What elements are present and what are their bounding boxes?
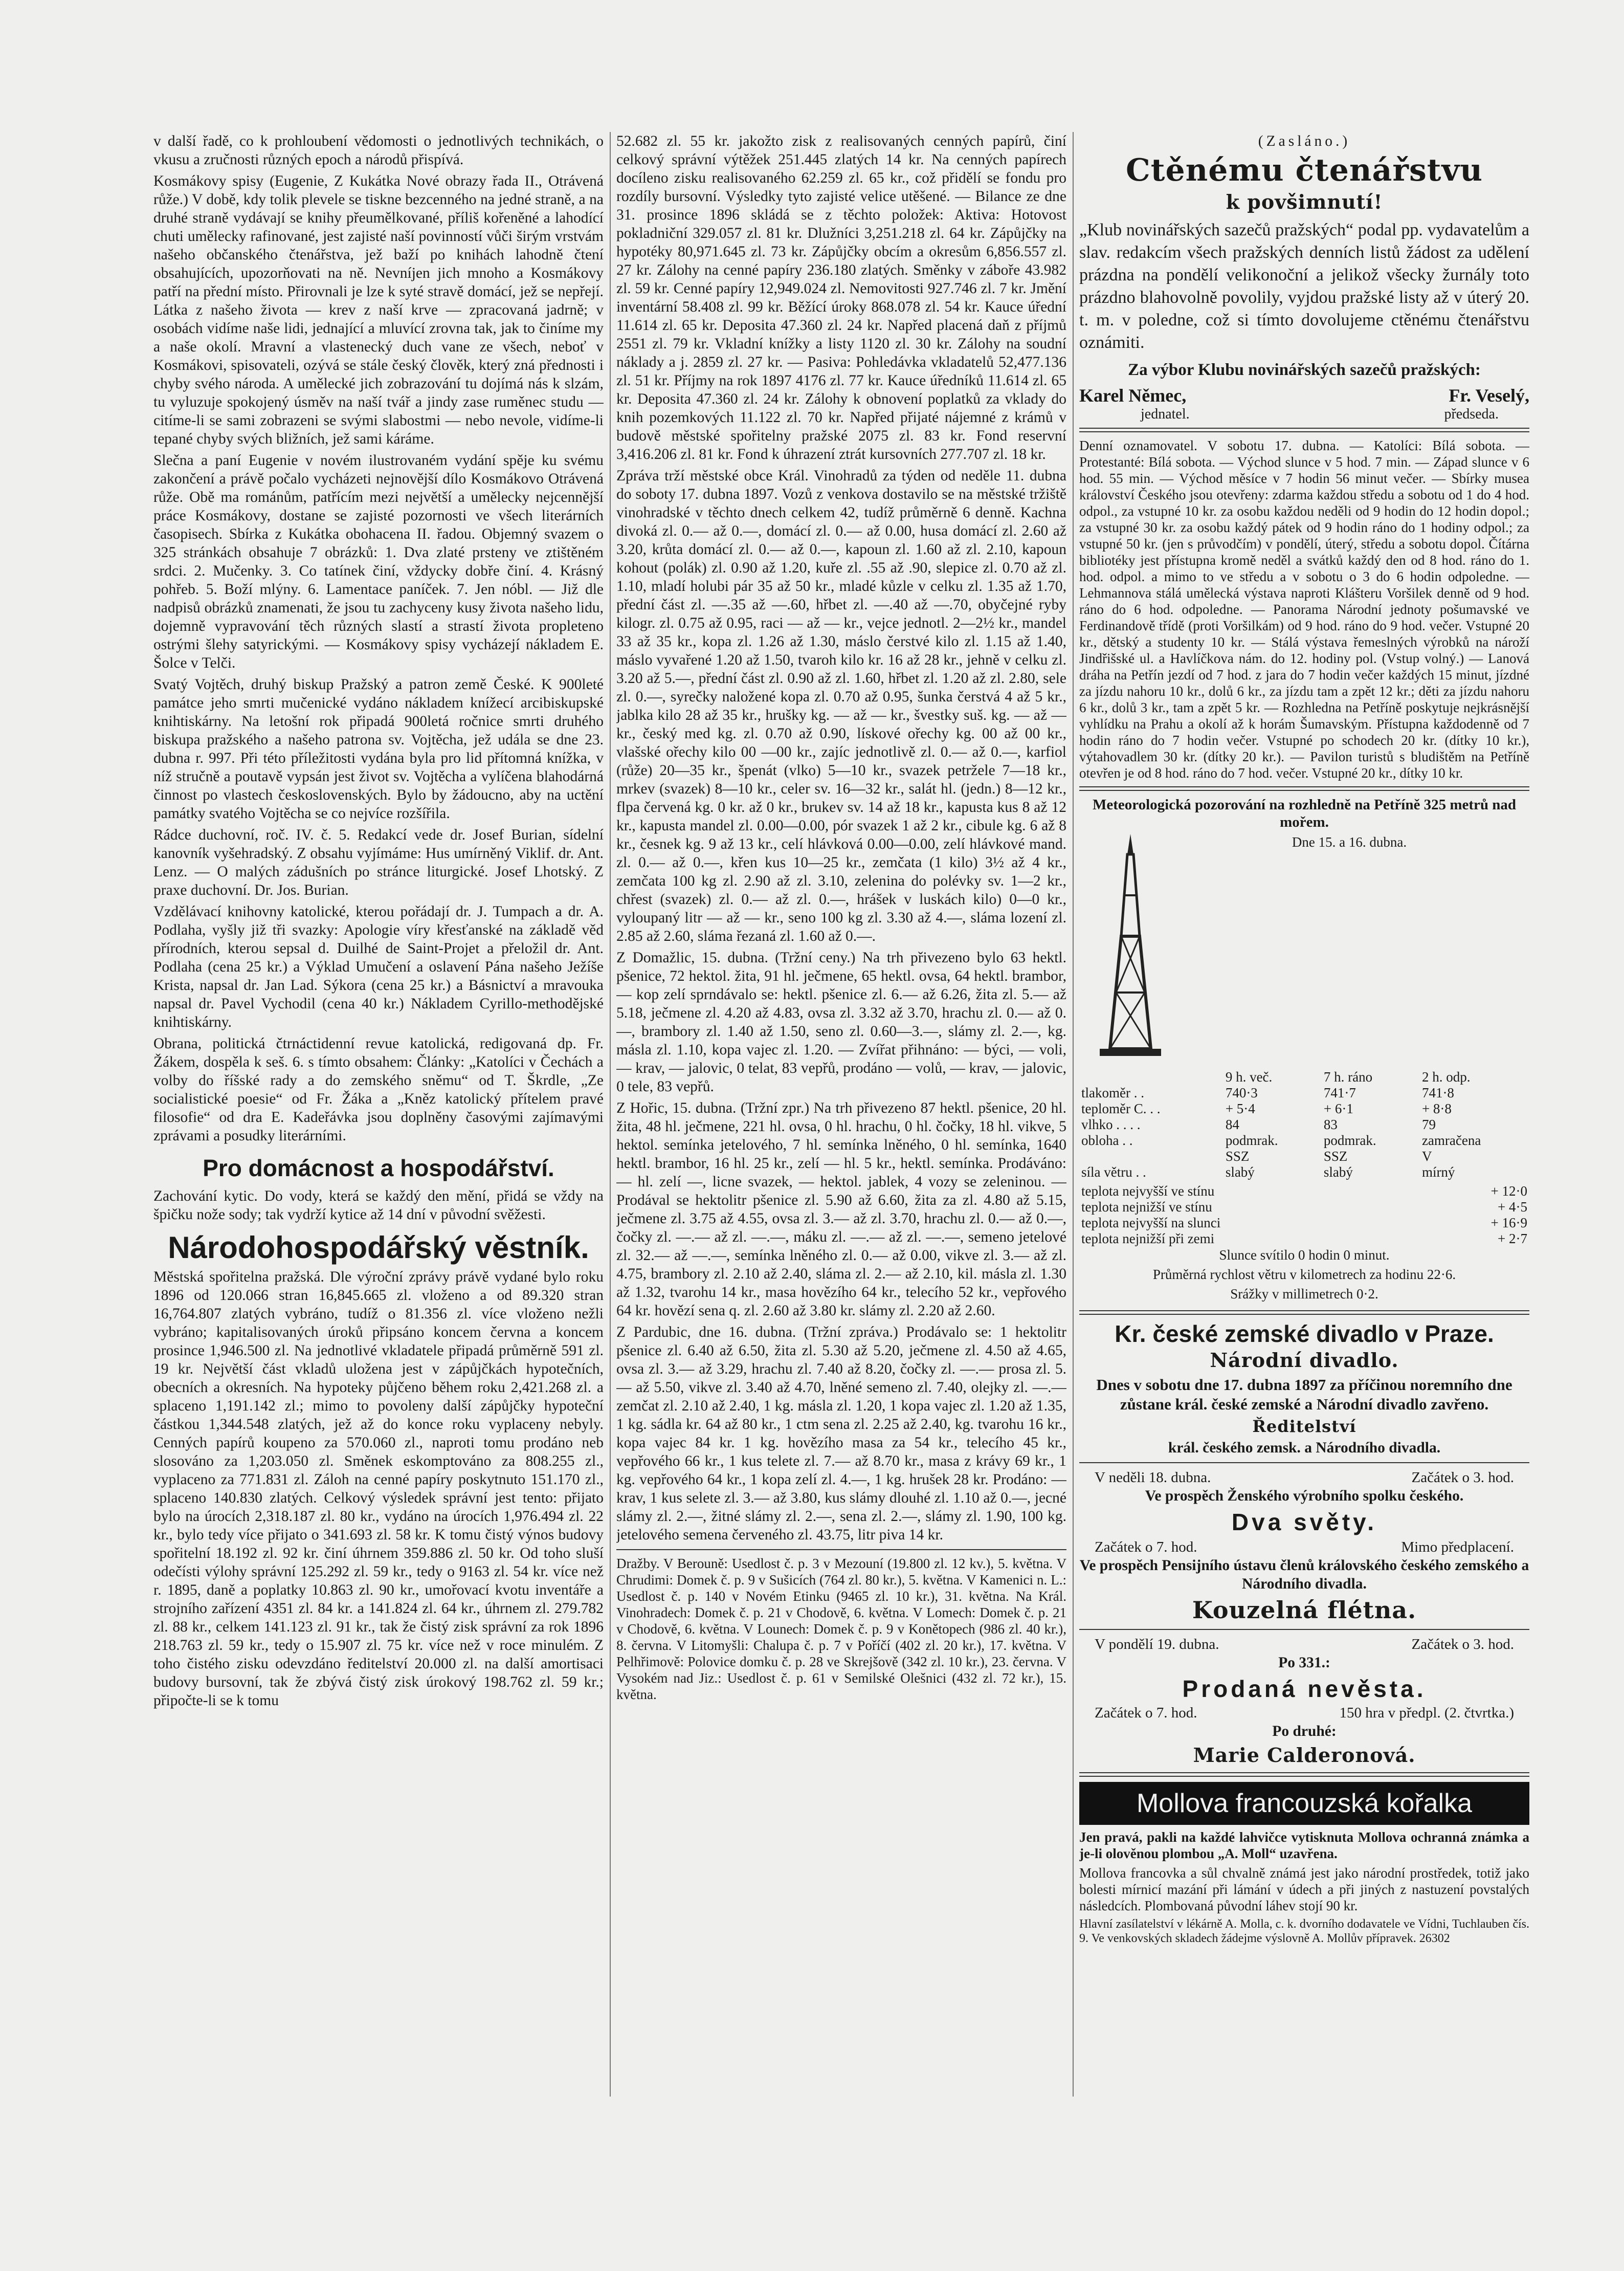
meteo-value: 741·8 bbox=[1421, 1085, 1454, 1100]
zaslano-label: (Zasláno.) bbox=[1258, 133, 1351, 149]
meteo-header: 2 h. odp. bbox=[1421, 1069, 1471, 1085]
meteo-value: podmrak. bbox=[1323, 1133, 1376, 1148]
meteo-row-label: teploměr C. . . bbox=[1081, 1101, 1161, 1116]
meteo-block bbox=[1079, 834, 1529, 1305]
divider bbox=[616, 1549, 1066, 1550]
meteo-note: Průměrná rychlost větru v kilometrech za hodinu 22·6. bbox=[1152, 1267, 1456, 1282]
performance-po: Po 331.: bbox=[1278, 1655, 1330, 1671]
performance-title-kouzelna-fletna: Kouzelná flétna. bbox=[1192, 1596, 1417, 1624]
meteo-value: 79 bbox=[1421, 1117, 1436, 1132]
heading-zemske-divadlo: Kr. české zemské divadlo v Praze. bbox=[1115, 1320, 1494, 1347]
meteo-value: V bbox=[1421, 1149, 1432, 1164]
role-predseda: předseda. bbox=[1444, 406, 1499, 422]
paragraph-denni-oznamovatel: Denní oznamovatel. V sobotu 17. dubna. — Katolíci: Bílá sobota. — Protestanté: Bílá sobota. — Východ slunce v 5 hod. 7 min. — Západ slunce v 6 hod. 55 min. — Východ měsíce v 7 hodin 56 minut večer. — Sbírky musea království Českého jsou otevřeny: zdarma každou středu a sobotu od 1 do 4 hod. odpol., za vstupné 10 kr. za osobu každou neděli od 9 hodin do 12 hodin dopol.; za vstupné 30 kr. za osobu každý pátek od 9 hodin ráno do 1 hodiny odpol.; za vstupné 50 kr. (jen s průvodčím) v pondělí, úterý, středu a sobotu dopol. Čítárna bibliotéky jest přístupna kromě neděl a svátků každý den od 8 hod. ráno do 1. hod. odpol. a mimo to ve středu a v sobotu o 3 do 6 hodin odpoledne. — Lehmannova stálá umělecká výstava naproti Klášteru Voršilek denně od 9 hod. ráno do 6 hod. odpoledne. — Panorama Národní jednoty pošumavské ve Ferdinandově třídě (proti Voršilkám) od 9 hod. ráno do 9 hod. večer. Vstupné 20 kr., dětský a studenty 10 kr. — Stálá výstava řemeslných výrobků na nároží Jindřišské ul. a Havlíčkova nám. do 12. hodiny pol. (Vstup volný.) — Lanová dráha na Petřín jezdí od 7 hod. z jara do 7 hodin večer každých 15 minut, jízdné za jízdu nahoru 10 kr., dolů 6 kr., za jízdu tam a zpět 12 kr.; děti za jízdu nahoru 6 kr., dolů 3 kr., tam a zpět 5 kr. — Rozhledna na Petříně poskytuje nejkrásnější vyhlídku na Prahu a okolí až k horám Šumavským. Přístupna každodenně od 7 hodin ráno do 7 hodin večer. Vstupné po schodech 20 kr. (dítky 10 kr.), výtahovadlem 30 kr. (dítky 20 kr.). — Pavilon turistů s bludištěm na Petříně otevřen je od 8 hod. ráno do 7 hod. večer. Vstupné 20 kr., dítky 10 kr. bbox=[1079, 438, 1529, 781]
divider bbox=[1079, 1462, 1529, 1463]
meteo-row bbox=[1079, 1117, 1529, 1133]
divider bbox=[1079, 786, 1529, 791]
performance-note: Mimo předplacení. bbox=[1401, 1539, 1514, 1555]
meteo-extreme-row bbox=[1079, 1183, 1529, 1199]
paragraph-trh-domazlice: Z Domažlic, 15. dubna. (Tržní ceny.) Na trh přivezeno bylo 63 hektl. pšenice, 72 hektol. žita, 91 hl. ječmene, 65 hektl. ovsa, 64 hektl. brambor, — kop zelí sprndávalo se: hektl. pšenice zl. 6.— až 6.26, žita zl. 5.— až 5.18, ječmene zl. 4.20 až 4.83, ovsa zl. 3.32 až 3.70, hrachu zl. 0.— až 0.—, brambory zl. 1.40 až 1.50, seno zl. 0.60—3.—, slámy zl. 2.—, kg. másla zl. 1.10, kopa vajec zl. 1.20. — Zvířat přihnáno: — býci, — voli, — krav, — jalovic, 0 telat, 83 vepřů, prodáno — volů, — krav, — jalovic, 0 tele, 83 vepřů. bbox=[616, 950, 1066, 1095]
advertisement-footer: Hlavní zasílatelství v lékárně A. Molla, c. k. dvorního dodavatele ve Vídni, Tuchlauben čís. 9. Ve venkovských skladech žádejme výslovně A. Mollův přípravek. 26302 bbox=[1079, 1917, 1529, 1945]
paragraph-sporitelna-cont: 52.682 zl. 55 kr. jakožto zisk z realisovaných cenných papírů, činí celkový správní výtěžek 251.445 zlatých 14 kr. Na cenných papírech docíleno zisku realisovaného 62.259 zl. 65 kr., což přidělí se fondu pro rozdíly bursovní. Výsledky tyto zajisté velice utěšené. — Bilance ze dne 31. prosince 1896 skládá se z těchto položek: Aktiva: Hotovost pokladniční 329.057 zl. 81 kr. Dlužníci 3,251.218 zl. 64 kr. Zápůjčky na hypotéky 80,971.645 zl. 73 kr. Zápůjčky obcím a okresům 6,856.557 zl. 27 kr. Zálohy na cenné papíry 236.180 zlatých. Směnky v záboře 43.982 zl. 59 kr. Cenné papíry 12,949.024 zl. Nemovitosti 927.746 zl. 7 kr. Jmění inventární 58.408 zl. 99 kr. Běžící úroky 868.078 zl. 54 kr. Kauce úřední 11.614 zl. 65 kr. Deposita 47.360 zl. 24 kr. Napřed placená daň z příjmů 2551 zl. 79 kr. Vkladní knížky a listy 1120 zl. 30 kr. Zálohy na soudní náklady a j. 2859 zl. 27 kr. — Pasiva: Pohledávka vkladatelů 52,477.136 zl. 51 kr. Příjmy na rok 1897 4176 zl. 77 kr. Kauce úředníků 11.614 zl. 65 kr. Deposita 47.360 zl. 24 kr. Zálohy k obnovení poplatků za vklady do knih pozemkových 11.122 zl. 70 kr. Napřed přijaté nájemné z krámů v budově městské spořitelny pražské 2075 zl. 83 kr. Fond reservní 3,416.206 zl. 81 kr. Fond k úhrazení ztrát kursovních 277.707 zl. 18 kr. bbox=[616, 133, 1066, 462]
performance-2-meta bbox=[1079, 1538, 1529, 1556]
meteo-value: 84 bbox=[1225, 1117, 1239, 1132]
advertisement-banner: Mollova francouzská kořalka bbox=[1079, 1782, 1529, 1825]
paragraph-kosmak-spisy: Kosmákovy spisy (Eugenie, Z Kukátka Nové obrazy řada II., Otrávená růže.) V době, kdy tolik plevele se tiskne bezcenného na jedné straně, a na druhé straně vydávají se knihy přeumělkované, příliš kořeněné a lahodící chuti umělecky rafinované, jest zajisté naší povinností vůči širým vrstvám našeho občanského čtenářstva, jež baží po knihách lahodně čtení obsahujících, upozorňovati na ně. Nevníjen jich mnoho a Kosmákovy patří na přední místo. Přirovnali je lze k syté stravě domácí, jež se nepřejí. Látka z našeho života — krev z naší krve — zpracovaná jadrně; v osobách vidíme naše lidi, jednající a mluvící zrovna tak, jak to činíme my a naše okolí. Mravní a vlastenecký duch vane ze všech, neboť v Kosmákovi, spisovateli, ozývá se stále český člověk, který zná přednosti i chyby svého národa. A umělecké jich zobrazování tu dojímá nás k slzám, tu vyluzuje spokojený úsměv na naší tvář a jindy zase ruměnec studu — citíme-li se sami zobrazeni se svými slabostmi — nebo nevole, vidíme-li tepané chyby svých bližních, jež sami káráme. bbox=[153, 173, 604, 447]
meteo-value: SSZ bbox=[1225, 1149, 1250, 1164]
reditelstvi-label: Ředitelství bbox=[1252, 1417, 1356, 1436]
column-divider bbox=[610, 132, 611, 2097]
performance-benefit: Ve prospěch Pensijního ústavu členů královského českého zemského a Národního divadla. bbox=[1079, 1557, 1529, 1592]
meteo-row bbox=[1079, 1149, 1529, 1164]
signature-nemec: Karel Němec, bbox=[1079, 385, 1187, 406]
meteo-row-label: tlakoměr . . bbox=[1081, 1085, 1144, 1100]
performance-benefit: Ve prospěch Ženského výrobního spolku českého. bbox=[1145, 1488, 1464, 1504]
performance-note: 150 hra v předpl. (2. čtvrtka.) bbox=[1339, 1705, 1514, 1721]
closure-notice: Dnes v sobotu dne 17. dubna 1897 za příčinou noremního dne zůstane král. české zemské a Národní divadlo zavřeno. bbox=[1096, 1376, 1512, 1413]
heading-k-povsimnuti: k povšimnutí! bbox=[1226, 190, 1383, 213]
performance-title-marie-calderonova: Marie Calderonová. bbox=[1193, 1744, 1416, 1767]
heading-narodohospodarsky-vestnik: Národohospodářský věstník. bbox=[168, 1230, 589, 1265]
advertisement-subtitle: Jen pravá, pakli na každé lahvičce vytisknuta Mollova ochranná známka a je-li olověnou plombou „A. Moll“ uzavřena. bbox=[1079, 1829, 1529, 1861]
heading-domacnost: Pro domácnost a hospodářství. bbox=[203, 1155, 554, 1181]
performance-4-meta bbox=[1079, 1704, 1529, 1722]
meteo-value: 83 bbox=[1323, 1117, 1338, 1132]
meteo-note: Slunce svítilo 0 hodin 0 minut. bbox=[1219, 1247, 1390, 1263]
meteo-extreme-row bbox=[1079, 1215, 1529, 1231]
meteo-date: Dne 15. a 16. dubna. bbox=[1292, 834, 1407, 850]
meteo-value: + 8·8 bbox=[1421, 1101, 1452, 1116]
meteo-header: 7 h. ráno bbox=[1323, 1069, 1373, 1085]
meteo-value: zamračena bbox=[1421, 1133, 1481, 1148]
meteo-value: + 5·4 bbox=[1225, 1101, 1255, 1116]
column-divider bbox=[1073, 132, 1074, 2097]
meteo-extreme-label: teplota nejnižší při zemi bbox=[1081, 1231, 1215, 1246]
performance-time: Začátek o 7. hod. bbox=[1095, 1539, 1197, 1555]
performance-date: V neděli 18. dubna. bbox=[1095, 1469, 1211, 1486]
performance-time: Začátek o 7. hod. bbox=[1095, 1705, 1197, 1721]
meteo-header-row bbox=[1079, 1069, 1529, 1085]
paragraph-radce-duchovni: Rádce duchovní, roč. IV. č. 5. Redakcí vede dr. Josef Burian, sídelní kanovník vyšehradský. Z obsahu vyjímáme: Hus umírněný Viklif. dr. Ant. Lenz. — O malých zádušních po stránce liturgické. Josef Lhotský. Z praxe duchovní. Dr. Jos. Burian. bbox=[153, 827, 604, 898]
meteo-extreme-value: + 12·0 bbox=[1490, 1183, 1527, 1199]
petrin-tower-icon bbox=[1100, 834, 1161, 1069]
paragraph-zachovani-kytic: Zachování kytic. Do vody, která se každý den mění, přidá se vždy na špičku nože sody; tak vydrží kytice až 14 dní v původní svěžesti. bbox=[153, 1188, 604, 1223]
meteo-extreme-value: + 2·7 bbox=[1498, 1231, 1527, 1246]
divider bbox=[1079, 1772, 1529, 1777]
paragraph-trh-pardubice: Z Pardubic, dne 16. dubna. (Tržní zpráva.) Prodávalo se: 1 hektolitr pšenice zl. 6.40 až 6.50, žita zl. 5.30 až 5.20, ječmene zl. 4.50 až 4.65, ovsa zl. 3.— až 3.29, hrachu zl. 7.40 až 8.20, čočky zl. —.— prosa zl. 5.— až 5.50, vikve zl. 3.40 až 4.70, lněné semeno zl. 7.40, olejky zl. —.— zemčat zl. 2.10 až 2.40, 1 kg. másla zl. 1.20, 1 kopa vajec zl. 1.20 až 1.35, 1 kg. sádla kr. 64 až 80 kr., 1 ctm sena zl. 2.25 až 2.40, kg. tvarohu 16 kr., kopa vajec 84 kr. 1 kg. hovězího masa za 54 kr., telecího 45 kr., vepřového 66 kr., 1 kus telete zl. 7.— až 8.70 kr., masa z krávy 69 kr., 1 kg. vepřového 64 kr., 1 kopa zelí zl. 4.—, 1 kg. hrušek 28 kr. Prodáno: — krav, 1 kus selete zl. 3.— až 3.80, kus slámy dlouhé zl. 1.10 až 0.—, jecné slámy zl. 2.—, žitné slámy zl. 2.—, sena zl. 2.—, slámy zl. 1.90, 100 kg. jetelového semena červeného zl. 43.75, litr piva 14 kr. bbox=[616, 1324, 1066, 1543]
meteo-note: Srážky v millimetrech 0·2. bbox=[1230, 1286, 1378, 1302]
paragraph-obrana: Obrana, politická čtrnáctidenní revue katolická, redigovaná dp. Fr. Žákem, dospěla k seš. 6. s tímto obsahem: Články: „Katolíci v Čechách a volby do říšské rady a do zemského sněmu“ od T. Škrdle, „Ze socialistické poesie“ od Fr. Žáka a „Kněz katolický přítelem pravé filosofie“ od dra E. Kadeřávka jsou doplněny časovými zajímavými zprávami a posudky literárními. bbox=[153, 1035, 604, 1144]
performance-title-prodana-nevesta: Prodaná nevěsta. bbox=[1182, 1675, 1427, 1702]
paragraph-svaty-vojtech: Svatý Vojtěch, druhý biskup Pražský a patron země České. K 900leté památce jeho smrti mučenické vydáno nákladem knížecí arcibiskupské knihtiskárny. Na letošní rok připadá 900letá ročnice smrti druhého biskupa pražského a našeho patrona sv. Vojtěcha, jež udála se dne 23. dubna r. 997. Při této příležitosti vydána byla pro lid přítomná knížka, v níž stručně a poutavě vypsán jest život sv. Vojtěcha a vylíčena blahodárná činnost po vlastech československých. Bylo by žádoucno, aby na uctění památky svatého Vojtěcha se co nejvíce rozšířila. bbox=[153, 676, 604, 822]
reditelstvi-sub: král. českého zemsk. a Národního divadla. bbox=[1168, 1440, 1441, 1456]
meteo-extreme-row bbox=[1079, 1199, 1529, 1215]
column-middle bbox=[616, 132, 1066, 1706]
meteo-extreme-label: teplota nejnižší ve stínu bbox=[1081, 1199, 1212, 1215]
paragraph-klub-sazecu: „Klub novinářských sazečů pražských“ podal pp. vydavatelům a slav. redakcím všech pražských denních listů žádost za udělení prázdna na pondělí velikonoční a jelikož všecky žurnály toto prázdno blahovolně povolily, vyjdou pražské listy až v úterý 20. t. m. v poledne, což si tímto dovolujeme ctěnému čtenářstvu oznámiti. bbox=[1079, 221, 1529, 352]
role-jednatel: jednatel. bbox=[1141, 406, 1190, 422]
divider bbox=[1079, 428, 1529, 432]
advertisement-body: Mollova francovka a sůl chvalně známá jest jako národní prostředek, totiž jako bolesti mírnicí mazání při lámání v údech a při jiných z nastuzení povstalých následcích. Plombovaná původní láhev stojí 90 kr. bbox=[1079, 1865, 1529, 1913]
meteo-value: SSZ bbox=[1323, 1149, 1348, 1164]
paragraph-intro: v další řadě, co k prohloubení vědomosti o jednotlivých technikách, o vkusu a zručnosti různých epoch a národů přispívá. bbox=[153, 133, 604, 168]
paragraph-eugenie: Slečna a paní Eugenie v novém ilustrovaném vydání spěje ku svému zakončení a právě počalo vycházeti nejnovější dílo Kosmákovo Otrávená růže. Obě ma románům, patřícím mezi největší a umělecky nejcennější práce Kosmákovy, dostane se zajisté pozornosti ve všech literárních časopisech. Sbírka z Kukátka obohacena II. řadou. Objemný svazem o 325 stránkách obsahuje 7 obrázků: 1. Dva zlaté prsteny ve ztištěném srdci. 2. Mučenky. 3. Co tatínek činí, vždycky dobře činí. 4. Krásný pohřeb. 5. Boží mlýny. 6. Lamentace paníček. 7. Jen nóbl. — Již dle nadpisů obrázků znamenati, že jsou tu zachyceny kusy života našeho lidu, dojemně vypravování těch různých slastí a strastí života propleteno ostrými šlehy satyrickými. — Kosmákovy spisy vycházejí nákladem E. Šolce v Telči. bbox=[153, 452, 604, 671]
column-left bbox=[153, 132, 604, 1713]
performance-title-dva-svety: Dva světy. bbox=[1231, 1509, 1377, 1535]
meteo-row bbox=[1079, 1164, 1529, 1180]
meteo-value: + 6·1 bbox=[1323, 1101, 1353, 1116]
performance-date: V pondělí 19. dubna. bbox=[1095, 1636, 1219, 1652]
za-vybor-label: Za výbor Klubu novinářských sazečů pražských: bbox=[1128, 361, 1481, 379]
meteo-row bbox=[1079, 1085, 1529, 1101]
meteo-table bbox=[1079, 1069, 1529, 1180]
paragraph-trh-horice: Z Hořic, 15. dubna. (Tržní zpr.) Na trh přivezeno 87 hektl. pšenice, 20 hl. žita, 48 hl. ječmene, 221 hl. ovsa, 0 hl. hrachu, 0 hl. čočky, 18 hl. vikve, 5 hektol. semínka jetelového, 7 hl. semínka lněného, 0 hl. semínka, 1640 hektl. brambor, 16 hl. 25 kr., zelí — hl. 5 kr., hektl. semínka. Prodáváno: — hl. zelí —, licne svazek, — hektol. jablek, 4 vozy se zeleninou. — Prodával se hektolitr pšenice zl. 5.90 až 6.60, žita za zl. 4.80 až 5.15, ječmene zl. 3.75 až 4.55, ovsa zl. 3.— až zl. 3.70, hrachu zl. 0.— až 0.—, čočky zl. —.— až zl. —.—, máku zl. —.— až zl. —.—, semeno jetelové zl. 32.— až —.—, semínka lněného zl. 0.— až 0.00, vikve zl. 3.— až zl. 4.75, brambory zl. 2.10 až 2.40, sláma zl. 2.— až 2.10, kil. másla zl. 1.30 až 1.32, tvarohu 14 kr., masa hovězího 64 kr., telecího 52 kr., vepřového 64 kr. hovězí sena q. zl. 2.60 až 3.80 kr. slámy zl. 2.20 až 2.60. bbox=[616, 1100, 1066, 1319]
meteo-extreme-value: + 4·5 bbox=[1498, 1199, 1527, 1215]
divider bbox=[1079, 1310, 1529, 1315]
meteo-row-label: obloha . . bbox=[1081, 1133, 1133, 1148]
meteo-header: 9 h. več. bbox=[1225, 1069, 1273, 1085]
meteo-extremes bbox=[1079, 1183, 1529, 1247]
paragraph-vzdelavaci-knihovna: Vzdělávací knihovny katolické, kterou pořádají dr. J. Tumpach a dr. A. Podlaha, vyšly již tři svazky: Apologie víry křesťanské na základě věd přírodních, kterou sepsal d. Duilhé de Saint-Projet a přeložil dr. Ant. Podlaha (cena 25 kr.) a Výklad Umučení a oslavení Pána našeho Ježíše Krista, napsal dr. Jan Lad. Sýkora (cena 25 kr.) a Básnictví a mravouka napsal dr. Pavel Vychodil (cena 40 kr.) Nákladem Cyrillo-methodějské knihtiskárny. bbox=[153, 903, 604, 1030]
meteo-value: mírný bbox=[1421, 1164, 1455, 1180]
heading-narodni-divadlo: Národní divadlo. bbox=[1210, 1349, 1399, 1372]
paragraph-trh-vinohrady: Zpráva trží městské obce Král. Vinohradů za týden od neděle 11. dubna do soboty 17. dubna 1897. Vozů z venkova dostavilo se na městské tržiště vinohradské v těchto dnech celkem 42, tudíž průměrně 6 denně. Kachna divoká zl. 0.— až 0.—, domácí zl. 0.— až 0.00, husa domácí zl. 2.60 až 3.20, krůta domácí zl. 0.— až 0.—, kapoun zl. 1.60 až zl. 2.10, kapoun kohout (polák) zl. 0.90 až 1.20, kuře zl. .55 až .90, slepice zl. 0.70 až zl. 1.10, mladí holubi pár 35 až 50 kr., mladé kůzle v celku zl. 1.35 až 1.70, přední část zl. —.35 až —.60, hřbet zl. —.40 až —.70, obyčejné ryby kilogr. zl. 0.75 až 0.95, raci — až — kr., vejce jednotl. 2—2½ kr., mandel 33 až 35 kr., kopa zl. 1.26 až 1.30, máslo čerstvé kilo zl. 1.15 až 1.40, máslo vyvařené 1.20 až 1.50, tvaroh kilo kr. 16 až 28 kr., jehně v celku zl. 3.20 až 5.—, přední část zl. 0.90 až zl. 1.60, hřbet zl. 1.20 až zl. 2.80, sele zl. 0.—, syrečky naložené kopa zl. 0.70 až 0.95, šunka čerstvá 4 až 5 kr., jablka kilo 28 až 35 kr., hrušky kg. — až — kr., švestky suš. kg. — až — kr., český med kg. zl. 0.70 až 0.90, lískové ořechy kg. 00 až 00 kr., vlašské ořechy kilo 00 —00 kr., zajíc jednotlivě zl. 0.— až 0.—, karfiol (růže) 20—35 kr., špenát (vlko) 5—10 kr., svazek petržele 7—18 kr., mrkev (svazek) 8—10 kr., celer sv. 16—32 kr., salát hl. (jedn.) 8—12 kr., flpa červená kg. 0 kr. až 0 kr., brukev sv. 14 až 18 kr., kapusta kus 8 až 12 kr., kapusta mandel zl. 0.00—0.00, pór svazek 1 až 2 kr., cibule kg. 6 až 8 kr., česnek kg. 9 až 13 kr., celí hlávková 0.00—0.00, zelí hlávkové mand. zl. 0.— až 0.—, křen kus 10—25 kr., zemčata (1 kilo) 3½ až 4 kr., zemčata 100 kg zl. 2.90 až zl. 3.10, zelenina do polévky sv. 1—2 kr., chřest (svazek) zl. 0.— až zl. 0.—, hrášek v luskách kilo) 0—0 kr., vyloupaný litr — až — kr., seno 100 kg zl. 3.30 až 4.—, sláma lození zl. 2.85 až 2.60, sláma řezaná zl. 1.60 až 0.—. bbox=[616, 468, 1066, 944]
paragraph-drazby: Dražby. V Berouně: Usedlost č. p. 3 v Mezouní (19.800 zl. 12 kv.), 5. května. V Chrudimi: Domek č. p. 9 v Sušicích (764 zl. 80 kr.), 5. května. V Kamenici n. L.: Usedlost č. p. 140 v Novém Etinku (9465 zl. 10 kr.), 31. května. Na Král. Vinohradech: Domek č. p. 21 v Chodově, 6. května. V Lomech: Domek č. p. 21 v Chodově, 6. května. V Lounech: Domek č. p. 9 v Konětopech (986 zl. 40 kr.), 8. června. V Litomyšli: Chalupa č. p. 7 v Poříčí (402 zl. 20 kr.), 17. května. V Pelhřimově: Polovice domku č. p. 28 ve Skrejšově (342 zl. 10 kr.), 23. června. V Vysokém nad Jiz.: Usedlost č. p. 61 v Semilské Olešnici (432 zl. 72 kr.), 15. května. bbox=[616, 1556, 1066, 1702]
meteo-row bbox=[1079, 1133, 1529, 1149]
performance-time: Začátek o 3. hod. bbox=[1411, 1636, 1514, 1652]
heading-ctenemu-ctenarstvu: Ctěnému čtenářstvu bbox=[1126, 152, 1483, 188]
column-right bbox=[1079, 132, 1529, 1949]
meteo-title: Meteorologická pozorování na rozhledně na Petříně 325 metrů nad mořem. bbox=[1092, 797, 1517, 830]
meteo-value: podmrak. bbox=[1225, 1133, 1278, 1148]
performance-3-meta bbox=[1079, 1635, 1529, 1653]
meteo-row-label bbox=[1079, 1149, 1223, 1164]
meteo-extreme-row bbox=[1079, 1231, 1529, 1247]
performance-1-meta bbox=[1079, 1468, 1529, 1487]
signature-vesely: Fr. Veselý, bbox=[1449, 385, 1529, 406]
meteo-extreme-label: teplota nejvyšší ve stínu bbox=[1081, 1183, 1215, 1199]
meteo-row-label: vlhko . . . . bbox=[1081, 1117, 1141, 1132]
meteo-value: 740·3 bbox=[1225, 1085, 1258, 1100]
performance-po: Po druhé: bbox=[1272, 1723, 1337, 1739]
meteo-value: slabý bbox=[1225, 1164, 1255, 1180]
performance-time: Začátek o 3. hod. bbox=[1411, 1469, 1514, 1486]
meteo-extreme-value: + 16·9 bbox=[1490, 1215, 1527, 1230]
paragraph-sporitelna: Městská spořitelna pražská. Dle výroční zprávy právě vydané bylo roku 1896 od 120.066 stran 16,845.665 zl. vloženo a od 89.320 stran 16,764.807 zlatých vybráno, tudíž o 81.356 zl. více vloženo nežli vybráno; kapitalisovaných úroků připsáno koncem června a koncem prosince 1,946.500 zl. Na jednotlivé vkladatele připadá průměrně 591 zl. 19 kr. Největší část vkladů uložena jest v zápůjčkách hypotečních, obecních a okresních. Na hypoteky půjčeno během roku 2,421.268 zl. a splaceno 1,191.142 zl.; mimo to povoleny další zápůjčky hypoteční částkou 1,344.548 zlatých, jež až do konce roku vyplaceny nebyly. Cenných papírů koupeno za 570.060 zl., naproti tomu prodáno neb slosováno za 1,203.050 zl. Směnek eskomptováno za 808.255 zl., vyplaceno za 771.831 zl. Záloh na cenné papíry poskytnuto 151.170 zl., splaceno 140.830 zlatých. Celkový výsledek správní jest tento: přijato bylo na úrocích 2,318.187 zl. 80 kr., vydáno na úrocích 1,976.494 zl. 22 kr., bylo tedy více přijato o 341.693 zl. 58 kr. K tomu čistý výnos budovy spořitelní 18.192 zl. 92 kr. činí úhrnem 359.886 zl. 50 kr. Od toho sluší odečísti výlohy správní 125.292 zl. 59 kr., tedy o 9163 zl. 54 kr. více než r. 1895, daně a poplatky 10.863 zl. 90 kr., umořovací kvotu inventáře a strojního zařízení 4351 zl. 84 kr. a 141.824 zl. 64 kr., úhrnem zl. 279.782 zl. 88 kr., celkem 141.123 zl. 91 kr., tak že čistý zisk správní za rok 1896 218.763 zl. 59 kr., tedy o 15.907 zl. 75 kr. více než v roce minulém. Z toho čistého zisku odevzdáno ředitelství 20.000 zl. na další amortisaci budovy bursovní, tak že zbývá čistý zisk úrokový 198.762 zl. 59 kr.; připočte-li se k tomu bbox=[153, 1269, 604, 1709]
meteo-value: slabý bbox=[1323, 1164, 1353, 1180]
meteo-row bbox=[1079, 1101, 1529, 1117]
signatures bbox=[1079, 385, 1529, 406]
meteo-extreme-label: teplota nejvyšší na slunci bbox=[1081, 1215, 1221, 1230]
meteo-value: 741·7 bbox=[1323, 1085, 1356, 1100]
signature-roles bbox=[1079, 406, 1529, 423]
divider bbox=[1079, 1629, 1529, 1630]
meteo-row-label: síla větru . . bbox=[1081, 1164, 1146, 1180]
